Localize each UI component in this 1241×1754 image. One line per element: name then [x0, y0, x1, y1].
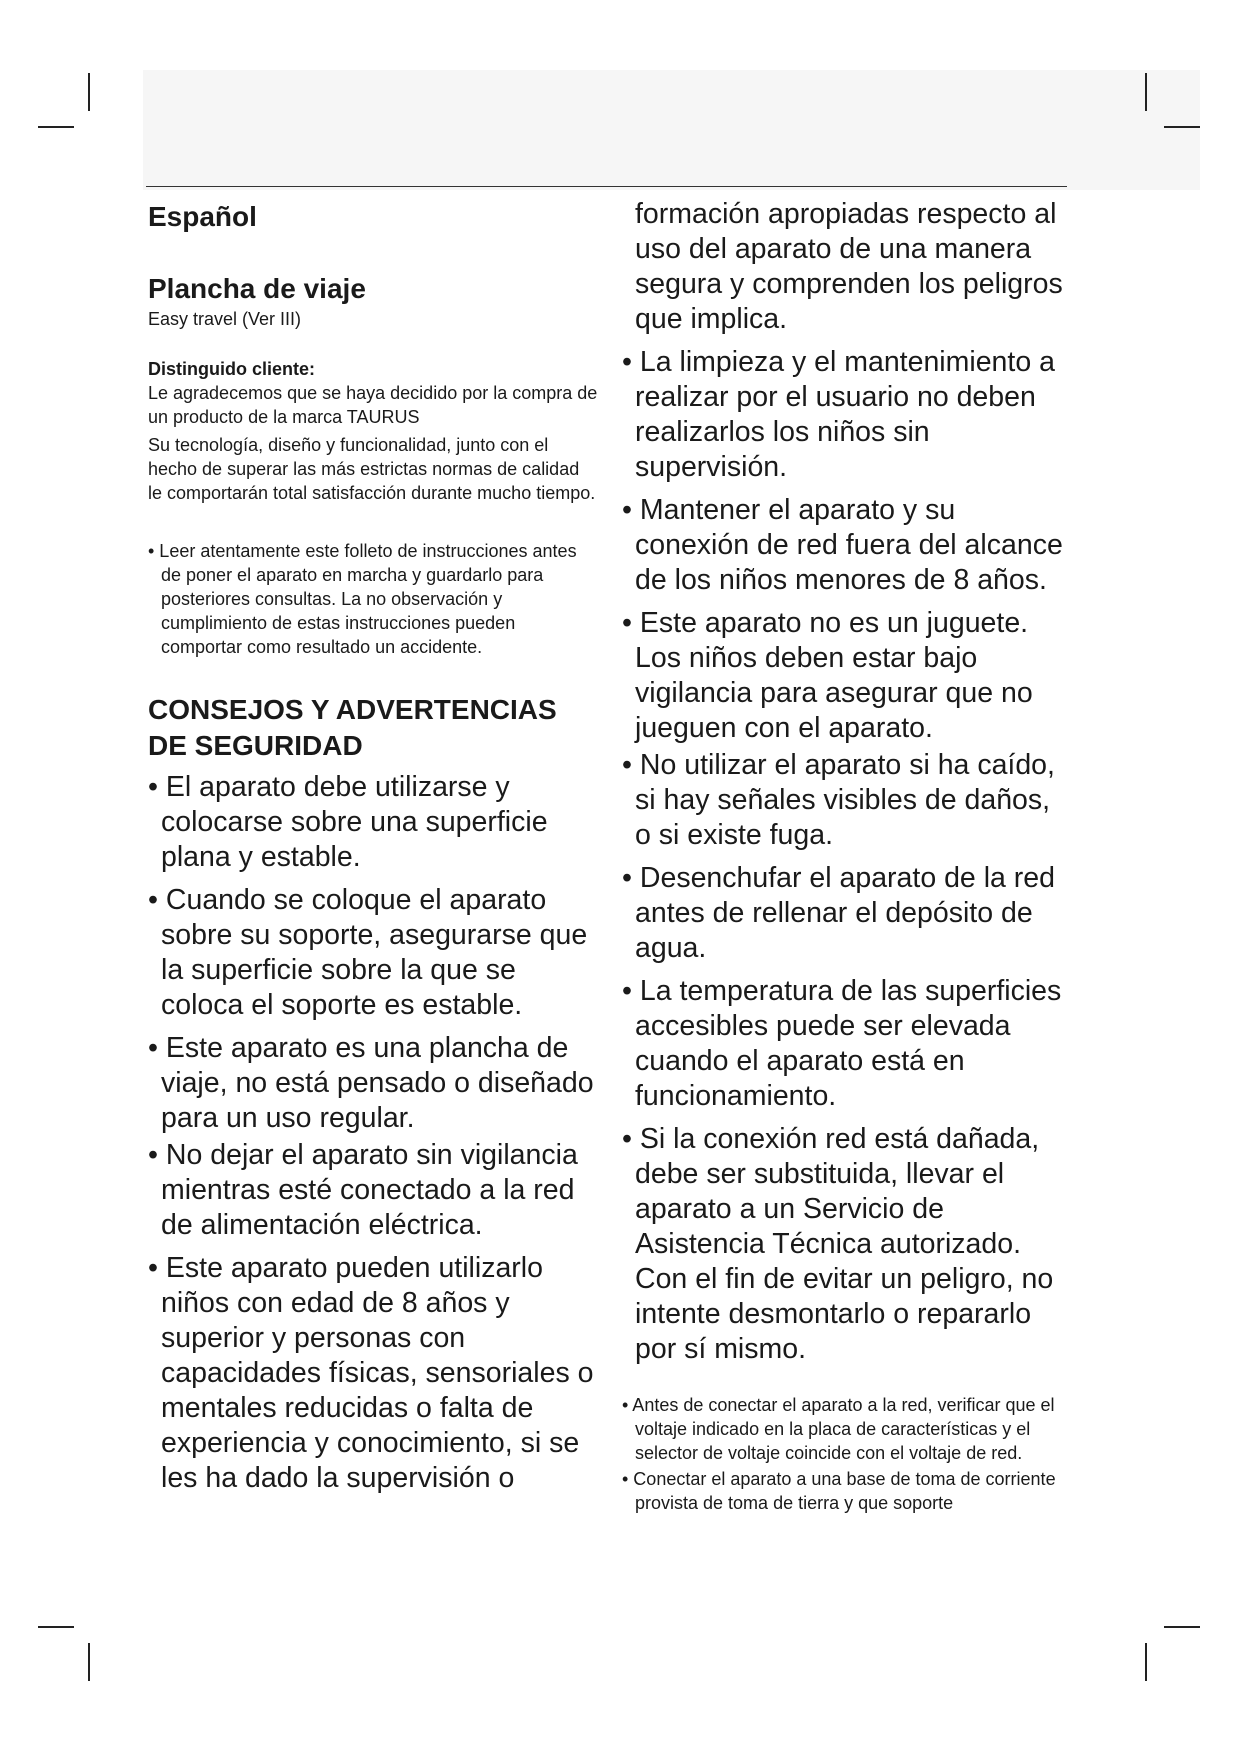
safety-item: • La temperatura de las superficies accesibles puede ser elevada cuando el aparato está en funcionamiento.: [622, 975, 1062, 1112]
crop-mark-top-left-horizontal: [38, 126, 74, 128]
safety-item: • La limpieza y el mantenimiento a realizar por el usuario no deben realizarlos los niños sin supervisión.: [622, 346, 1055, 483]
safety-list-small: [622, 1393, 1072, 1515]
intro-paragraph: Le agradecemos que se haya decidido por la compra de un producto de la marca TAURUS: [148, 383, 598, 427]
crop-mark-top-left-vertical: [88, 73, 90, 111]
safety-item: • Si la conexión red está dañada, debe ser substituida, llevar el aparato a un Servicio de Asistencia Técnica autorizado. Con el fin de evitar un peligro, no intente desmontarlo o repararlo por sí mismo.: [622, 1123, 1054, 1365]
crop-mark-top-right-vertical: [1145, 73, 1147, 111]
product-title: Plancha de viaje: [148, 273, 366, 304]
header-band: [143, 70, 1200, 190]
header-rule: [146, 186, 1067, 187]
safety-item-small: • Antes de conectar el aparato a la red, verificar que el voltaje indicado en la placa de características y el selector de voltaje coincide con el voltaje de red.: [622, 1395, 1055, 1463]
crop-mark-bottom-right-horizontal: [1164, 1626, 1200, 1628]
safety-heading: CONSEJOS Y ADVERTENCIAS DE SEGURIDAD: [148, 694, 557, 761]
crop-mark-bottom-right-vertical: [1145, 1643, 1147, 1681]
safety-item: • El aparato debe utilizarse y colocarse sobre una superficie plana y estable.: [148, 771, 548, 873]
right-column: [622, 197, 1072, 1515]
crop-mark-bottom-left-vertical: [88, 1643, 90, 1681]
safety-item: • Este aparato es una plancha de viaje, no está pensado o diseñado para un uso regular.: [148, 1032, 594, 1134]
language-heading: Español: [148, 201, 257, 232]
model-name: Easy travel (Ver III): [148, 309, 302, 329]
left-column: [148, 197, 598, 1504]
instruction-note: • Leer atentamente este folleto de instrucciones antes de poner el aparato en marcha y guardarlo para posteriores consultas. La no observación y cumplimiento de estas instrucciones pueden comportar como resultado un accidente.: [148, 541, 577, 657]
safety-item: • Mantener el aparato y su conexión de red fuera del alcance de los niños menores de 8 años.: [622, 494, 1063, 596]
greeting: Distinguido cliente:: [148, 359, 316, 379]
crop-mark-top-right-horizontal: [1164, 126, 1200, 128]
safety-list-right: [622, 345, 1072, 1367]
safety-item: • Este aparato pueden utilizarlo niños con edad de 8 años y superior y personas con capacidades físicas, sensoriales o mentales reducidas o falta de experiencia y conocimiento, si se les ha dado la supervisión o: [148, 1252, 594, 1494]
safety-item-small: • Conectar el aparato a una base de toma de corriente provista de toma de tierra y que soporte: [622, 1469, 1056, 1513]
safety-item: • No utilizar el aparato si ha caído, si hay señales visibles de daños, o si existe fuga.: [622, 749, 1055, 851]
crop-mark-bottom-left-horizontal: [38, 1626, 74, 1628]
intro-paragraph: Su tecnología, diseño y funcionalidad, junto con el hecho de superar las más estrictas normas de calidad le comportarán total satisfacción durante mucho tiempo.: [148, 435, 596, 503]
safety-item: • Este aparato no es un juguete. Los niños deben estar bajo vigilancia para asegurar que no jueguen con el aparato.: [622, 607, 1033, 744]
safety-list-left: [148, 770, 598, 1496]
safety-item: • Desenchufar el aparato de la red antes de rellenar el depósito de agua.: [622, 862, 1055, 964]
safety-item: • Cuando se coloque el aparato sobre su soporte, asegurarse que la superficie sobre la que se coloca el soporte es estable.: [148, 884, 588, 1021]
safety-continuation: formación apropiadas respecto al uso del aparato de una manera segura y comprenden los peligros que implica.: [635, 198, 1063, 335]
safety-item: • No dejar el aparato sin vigilancia mientras esté conectado a la red de alimentación eléctrica.: [148, 1139, 578, 1241]
